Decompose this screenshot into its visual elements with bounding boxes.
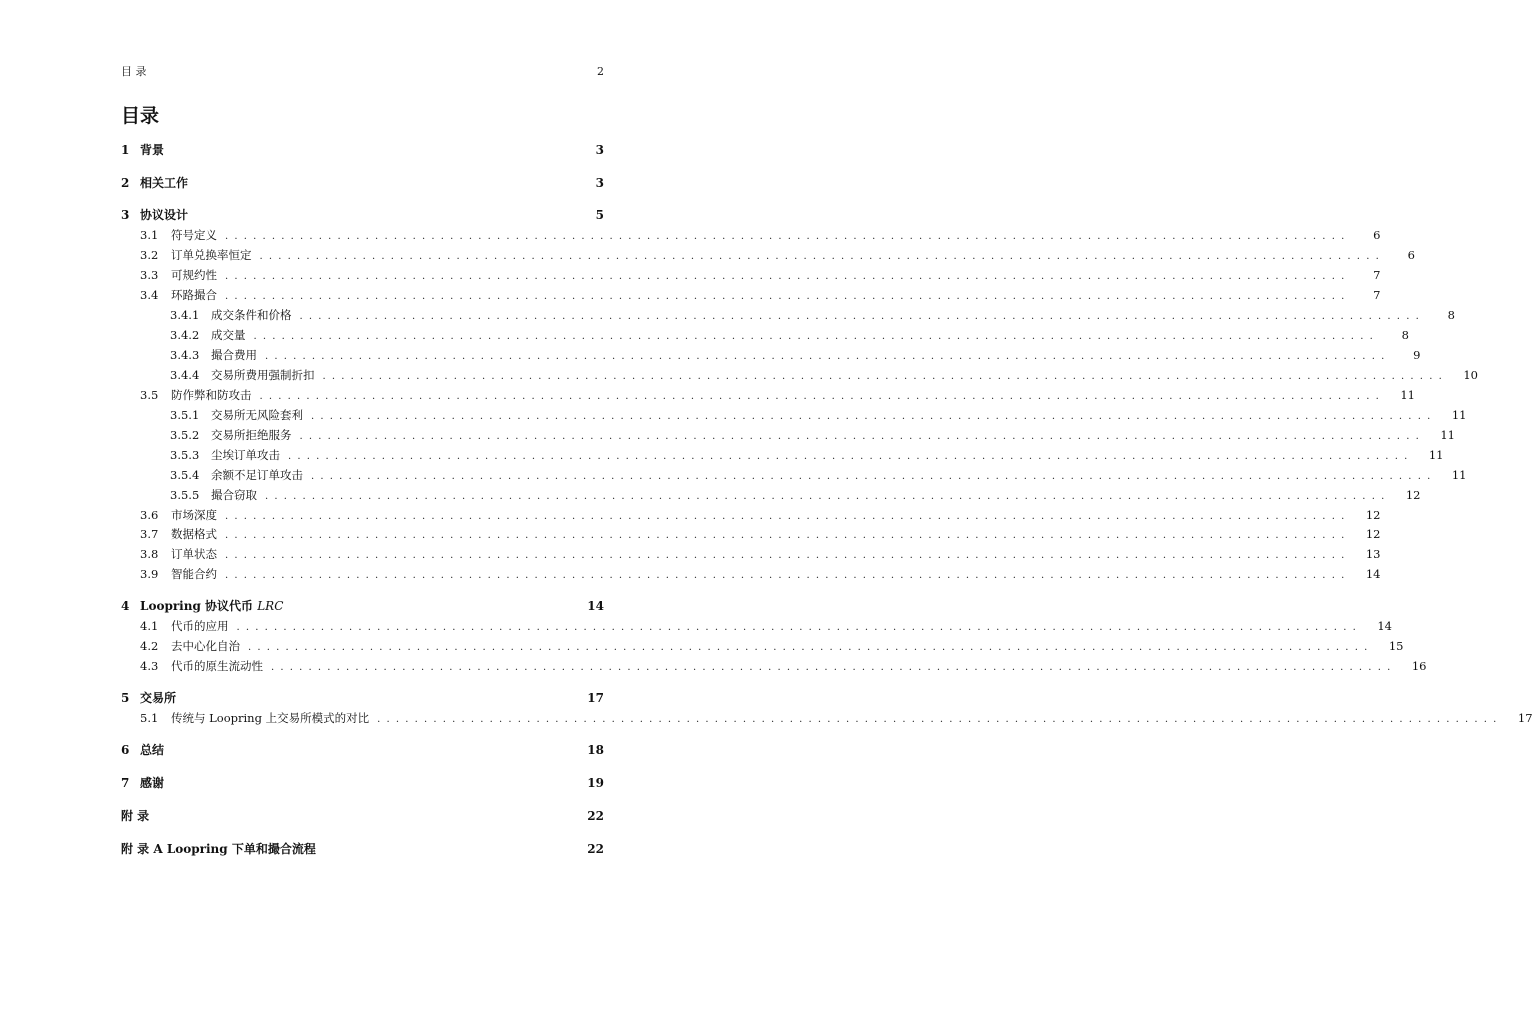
toc-entry[interactable]	[121, 840, 604, 858]
toc-entry-page: 12	[1365, 508, 1381, 522]
toc-entry-page: 9	[1413, 348, 1421, 362]
toc-entry[interactable]	[121, 637, 1404, 655]
toc-entry[interactable]	[121, 174, 604, 192]
toc-entry[interactable]	[121, 807, 604, 825]
dot-leader: ........................................................................................................................	[225, 550, 1351, 561]
dot-leader: ........................................................................................................................	[311, 411, 1437, 422]
toc-entry[interactable]	[121, 246, 1415, 264]
toc-entry-page: 14	[1365, 567, 1381, 581]
toc-entry-title: 代币的原生流动性	[171, 659, 263, 673]
toc-entry[interactable]	[121, 286, 1381, 304]
toc-entry-number: 4.3	[140, 659, 159, 673]
toc-entry[interactable]	[121, 466, 1467, 484]
dot-leader: ........................................................................................................................	[259, 391, 1385, 402]
toc-entry-title: 数据格式	[171, 527, 217, 541]
toc-entry[interactable]	[121, 386, 1415, 404]
toc-entry-number: 3.4.1	[170, 308, 200, 322]
dot-leader: ........................................................................................................................	[377, 714, 1503, 725]
running-head	[121, 64, 604, 80]
toc-entry-page: 11	[1451, 408, 1467, 422]
toc-entry-page: 7	[1373, 268, 1381, 282]
toc-entry[interactable]	[121, 565, 1381, 583]
toc-entry-number: 1	[121, 143, 130, 157]
toc-entry-title: 去中心化自治	[171, 639, 240, 653]
dot-leader: ........................................................................................................................	[225, 271, 1351, 282]
toc-entry-page: 5	[595, 208, 604, 222]
toc-entry-page: 11	[1440, 428, 1455, 442]
toc-entry-title: 成交量	[211, 328, 246, 342]
dot-leader: ........................................................................................................................	[299, 431, 1425, 442]
toc-entry-number: 4.2	[140, 639, 159, 653]
toc-entry-title: 成交条件和价格	[211, 308, 292, 322]
page-number: 2	[597, 65, 604, 78]
toc-entry-title: 交易所拒绝服务	[211, 428, 292, 442]
dot-leader: ........................................................................................................................	[225, 570, 1351, 581]
toc-entry-title: 撮合费用	[211, 348, 257, 362]
toc-entry-page: 16	[1411, 659, 1427, 673]
toc-entry-title: 交易所	[140, 691, 177, 705]
toc-entry-title: 尘埃订单攻击	[211, 448, 280, 462]
dot-leader: ........................................................................................................................	[322, 371, 1448, 382]
toc-entry-number: 3.2	[140, 248, 159, 262]
toc-entry-title: 环路撮合	[171, 288, 217, 302]
toc-entry-page: 19	[587, 776, 604, 790]
toc-entry-title: 协议设计	[140, 208, 189, 222]
toc-entry-title: 交易所费用强制折扣	[211, 368, 315, 382]
toc-entry[interactable]	[121, 306, 1455, 324]
toc-entry[interactable]	[121, 326, 1409, 344]
toc-entry-title: 传统与 Loopring 上交易所模式的对比	[171, 711, 370, 725]
toc-entry-number: 2	[121, 176, 130, 190]
toc-entry-title: 感谢	[140, 776, 165, 790]
toc-entry[interactable]	[121, 597, 604, 615]
toc-entry-number: 3.5.5	[170, 488, 200, 502]
toc-entry[interactable]	[121, 486, 1421, 504]
dot-leader: ........................................................................................................................	[225, 530, 1351, 541]
toc-entry-page: 8	[1447, 308, 1455, 322]
toc-entry-page: 12	[1365, 527, 1381, 541]
toc-entry-title: 符号定义	[171, 228, 217, 242]
dot-leader: ........................................................................................................................	[248, 642, 1374, 653]
toc-entry[interactable]	[121, 346, 1421, 364]
dot-leader: ........................................................................................................................	[225, 231, 1351, 242]
toc-entry-title: 防作弊和防攻击	[171, 388, 252, 402]
toc-entry-title: 代币的应用	[171, 619, 229, 633]
toc-entry-page: 3	[595, 176, 604, 190]
toc-entry-title-italic: LRC	[257, 599, 284, 613]
toc-entry-title: 附 录 A Loopring 下单和撮合流程	[121, 842, 316, 856]
toc-entry-number: 3.6	[140, 508, 159, 522]
toc-entry[interactable]	[121, 446, 1444, 464]
toc-entry-page: 22	[587, 809, 604, 823]
toc-entry-number: 3.5	[140, 388, 159, 402]
toc-entry-title	[140, 597, 283, 615]
toc-entry-page: 14	[1377, 619, 1392, 633]
toc-entry-number: 5.1	[140, 711, 159, 725]
toc-entry-page: 12	[1405, 488, 1421, 502]
toc-entry[interactable]	[121, 525, 1381, 543]
dot-leader: ........................................................................................................................	[253, 331, 1379, 342]
toc-entry-title: 背景	[140, 143, 165, 157]
toc-entry-number: 3.7	[140, 527, 159, 541]
toc-entry-number: 6	[121, 743, 130, 757]
toc-entry[interactable]	[121, 226, 1381, 244]
toc-entry-number: 3.5.2	[170, 428, 200, 442]
toc-entry-page: 18	[587, 743, 604, 757]
toc-entry[interactable]	[121, 206, 604, 224]
toc-entry-title: 订单兑换率恒定	[171, 248, 252, 262]
dot-leader: ........................................................................................................................	[288, 451, 1414, 462]
toc-entry-title: 相关工作	[140, 176, 189, 190]
toc-entry-title: 撮合窃取	[211, 488, 257, 502]
toc-entry[interactable]	[121, 266, 1381, 284]
toc-entry-title: 订单状态	[171, 547, 217, 561]
toc-entry[interactable]	[121, 141, 604, 159]
toc-entry-page: 15	[1388, 639, 1404, 653]
toc-entry[interactable]	[121, 366, 1478, 384]
toc-entry[interactable]	[121, 617, 1392, 635]
toc-entry-number: 4	[121, 599, 130, 613]
toc-entry-page: 3	[595, 143, 604, 157]
running-head-title: 目 录	[121, 65, 147, 78]
toc-entry-number: 7	[121, 776, 130, 790]
toc-entry-page: 17	[587, 691, 604, 705]
toc-entry-title-text: Loopring 协议代币	[140, 599, 254, 613]
toc-entry[interactable]	[121, 545, 1381, 563]
toc-entry-page: 11	[1451, 468, 1467, 482]
dot-leader: ........................................................................................................................	[236, 622, 1362, 633]
dot-leader: ........................................................................................................................	[259, 251, 1385, 262]
dot-leader: ........................................................................................................................	[225, 511, 1351, 522]
toc-entry-number: 3.5.1	[170, 408, 200, 422]
toc-title: 目录	[121, 105, 160, 127]
toc-entry-page: 6	[1373, 228, 1381, 242]
toc-entry-number: 3.5.3	[170, 448, 200, 462]
toc-entry-title: 余额不足订单攻击	[211, 468, 303, 482]
toc-entry-title: 智能合约	[171, 567, 217, 581]
toc-entry-page: 13	[1365, 547, 1381, 561]
toc-entry-title: 附 录	[121, 809, 150, 823]
toc-entry-page: 8	[1401, 328, 1409, 342]
toc-entry[interactable]	[121, 741, 604, 759]
toc-entry-title: 总结	[140, 743, 165, 757]
toc-entry-title: 可规约性	[171, 268, 217, 282]
toc-entry[interactable]	[121, 774, 604, 792]
toc-entry-page: 7	[1373, 288, 1381, 302]
dot-leader: ........................................................................................................................	[271, 662, 1397, 673]
toc-entry[interactable]	[121, 689, 604, 707]
toc-entry[interactable]	[121, 406, 1467, 424]
toc-entry-number: 3.8	[140, 547, 159, 561]
dot-leader: ........................................................................................................................	[311, 471, 1437, 482]
toc-entry-number: 3.4.2	[170, 328, 200, 342]
toc-entry-title: 市场深度	[171, 508, 217, 522]
dot-leader: ........................................................................................................................	[265, 351, 1391, 362]
toc-entry[interactable]	[121, 506, 1381, 524]
dot-leader: ........................................................................................................................	[265, 491, 1391, 502]
toc-entry-number: 5	[121, 691, 130, 705]
toc-entry-page: 17	[1517, 711, 1533, 725]
toc-entry-number: 3.1	[140, 228, 159, 242]
toc-entry-page: 11	[1400, 388, 1415, 402]
toc-entry-page: 6	[1407, 248, 1415, 262]
toc-entry-page: 22	[587, 842, 604, 856]
toc-entry-number: 3	[121, 208, 130, 222]
toc-entry-number: 3.4.3	[170, 348, 200, 362]
toc-entry-number: 3.3	[140, 268, 159, 282]
dot-leader: ........................................................................................................................	[225, 291, 1351, 302]
toc-entry-page: 14	[587, 599, 604, 613]
toc-entry-number: 3.4	[140, 288, 159, 302]
toc-entry-number: 3.5.4	[170, 468, 200, 482]
toc-entry[interactable]	[121, 709, 1533, 727]
toc-entry-number: 3.9	[140, 567, 159, 581]
toc-entry-page: 10	[1463, 368, 1478, 382]
dot-leader: ........................................................................................................................	[299, 311, 1425, 322]
toc-entry-number: 3.4.4	[170, 368, 200, 382]
toc-entry[interactable]	[121, 657, 1427, 675]
toc-entry[interactable]	[121, 426, 1455, 444]
toc-entry-page: 11	[1428, 448, 1444, 462]
toc-entry-number: 4.1	[140, 619, 159, 633]
toc-entry-title: 交易所无风险套利	[211, 408, 303, 422]
